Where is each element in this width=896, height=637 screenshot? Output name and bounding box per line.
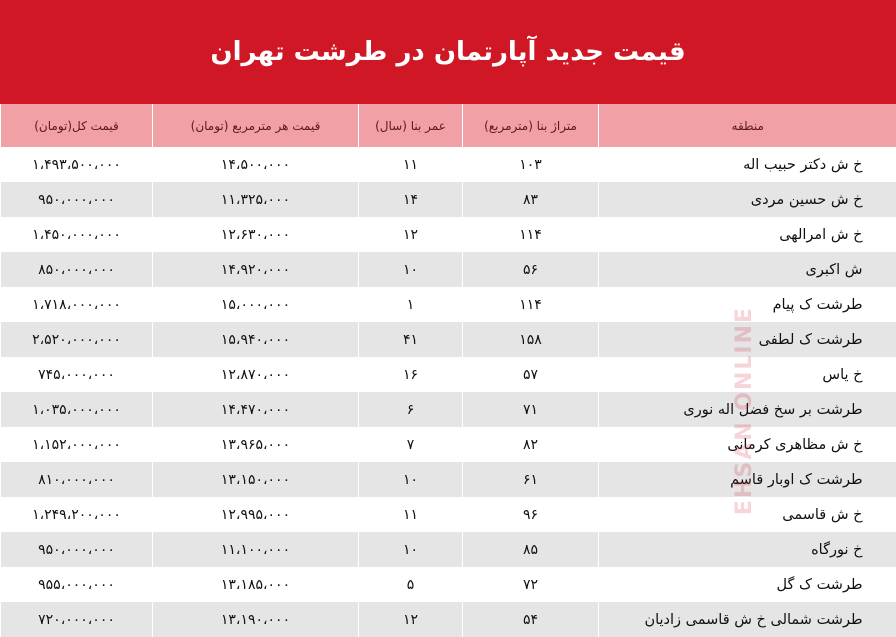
cell-age: ۱۰ xyxy=(359,532,463,567)
cell-area: خ یاس xyxy=(599,357,896,392)
cell-size: ۹۶ xyxy=(463,497,599,532)
table-row xyxy=(1,462,896,497)
cell-size: ۶۱ xyxy=(463,462,599,497)
table-row xyxy=(1,322,896,357)
cell-age: ۴۱ xyxy=(359,322,463,357)
cell-price-per-meter: ۱۴،۵۰۰،۰۰۰ xyxy=(153,147,359,182)
cell-size: ۱۰۳ xyxy=(463,147,599,182)
table-header-row xyxy=(1,104,896,147)
table-row xyxy=(1,252,896,287)
cell-price-per-meter: ۱۳،۱۹۰،۰۰۰ xyxy=(153,602,359,637)
header-area: منطقه xyxy=(599,104,896,147)
cell-price-per-meter: ۱۵،۰۰۰،۰۰۰ xyxy=(153,287,359,322)
table-row xyxy=(1,217,896,252)
cell-price-per-meter: ۱۱،۱۰۰،۰۰۰ xyxy=(153,532,359,567)
cell-total-price: ۱،۲۴۹،۲۰۰،۰۰۰ xyxy=(1,497,153,532)
cell-area: خ نورگاه xyxy=(599,532,896,567)
table-body xyxy=(1,147,896,637)
cell-total-price: ۲،۵۲۰،۰۰۰،۰۰۰ xyxy=(1,322,153,357)
cell-area: طرشت بر سخ فضل اله نوری xyxy=(599,392,896,427)
cell-size: ۸۳ xyxy=(463,182,599,217)
table-row xyxy=(1,287,896,322)
table-row xyxy=(1,182,896,217)
cell-area: خ ش دکتر حبیب اله xyxy=(599,147,896,182)
table-row xyxy=(1,357,896,392)
cell-age: ۱۱ xyxy=(359,497,463,532)
cell-total-price: ۱،۱۵۲،۰۰۰،۰۰۰ xyxy=(1,427,153,462)
cell-total-price: ۷۴۵،۰۰۰،۰۰۰ xyxy=(1,357,153,392)
cell-total-price: ۸۵۰،۰۰۰،۰۰۰ xyxy=(1,252,153,287)
table-row xyxy=(1,427,896,462)
cell-price-per-meter: ۱۲،۸۷۰،۰۰۰ xyxy=(153,357,359,392)
cell-size: ۷۲ xyxy=(463,567,599,602)
cell-area: طرشت ک لطفی xyxy=(599,322,896,357)
cell-area: خ ش حسین مردی xyxy=(599,182,896,217)
cell-size: ۱۵۸ xyxy=(463,322,599,357)
table-row xyxy=(1,147,896,182)
cell-size: ۷۱ xyxy=(463,392,599,427)
cell-price-per-meter: ۱۳،۱۵۰،۰۰۰ xyxy=(153,462,359,497)
cell-age: ۱۰ xyxy=(359,462,463,497)
title-bar xyxy=(0,0,896,104)
table-row xyxy=(1,497,896,532)
cell-area: طرشت ک اوبار قاسم xyxy=(599,462,896,497)
cell-price-per-meter: ۱۳،۱۸۵،۰۰۰ xyxy=(153,567,359,602)
cell-age: ۱ xyxy=(359,287,463,322)
cell-price-per-meter: ۱۴،۹۲۰،۰۰۰ xyxy=(153,252,359,287)
page-title: قیمت جدید آپارتمان در طرشت تهران xyxy=(210,37,685,67)
cell-age: ۵ xyxy=(359,567,463,602)
cell-age: ۱۰ xyxy=(359,252,463,287)
cell-price-per-meter: ۱۱،۳۲۵،۰۰۰ xyxy=(153,182,359,217)
cell-area: خ ش قاسمی xyxy=(599,497,896,532)
cell-price-per-meter: ۱۳،۹۶۵،۰۰۰ xyxy=(153,427,359,462)
cell-age: ۱۲ xyxy=(359,217,463,252)
cell-age: ۱۴ xyxy=(359,182,463,217)
cell-price-per-meter: ۱۲،۹۹۵،۰۰۰ xyxy=(153,497,359,532)
cell-price-per-meter: ۱۴،۴۷۰،۰۰۰ xyxy=(153,392,359,427)
header-total-price: قیمت کل(تومان) xyxy=(1,104,153,147)
cell-age: ۱۶ xyxy=(359,357,463,392)
cell-size: ۵۷ xyxy=(463,357,599,392)
cell-age: ۷ xyxy=(359,427,463,462)
header-size: متراژ بنا (مترمربع) xyxy=(463,104,599,147)
cell-total-price: ۹۵۰،۰۰۰،۰۰۰ xyxy=(1,182,153,217)
cell-total-price: ۷۲۰،۰۰۰،۰۰۰ xyxy=(1,602,153,637)
cell-area: طرشت شمالی خ ش قاسمی زادیان xyxy=(599,602,896,637)
cell-total-price: ۱،۴۹۳،۵۰۰،۰۰۰ xyxy=(1,147,153,182)
cell-age: ۶ xyxy=(359,392,463,427)
cell-area: طرشت ک پیام xyxy=(599,287,896,322)
cell-total-price: ۱،۰۳۵،۰۰۰،۰۰۰ xyxy=(1,392,153,427)
cell-total-price: ۹۵۵،۰۰۰،۰۰۰ xyxy=(1,567,153,602)
table-row xyxy=(1,602,896,637)
cell-total-price: ۹۵۰،۰۰۰،۰۰۰ xyxy=(1,532,153,567)
cell-size: ۱۱۴ xyxy=(463,287,599,322)
cell-size: ۱۱۴ xyxy=(463,217,599,252)
table-row xyxy=(1,532,896,567)
price-table xyxy=(0,104,896,637)
header-price-per-meter: قیمت هر مترمربع (تومان) xyxy=(153,104,359,147)
cell-price-per-meter: ۱۲،۶۳۰،۰۰۰ xyxy=(153,217,359,252)
cell-age: ۱۲ xyxy=(359,602,463,637)
cell-area: ش اکبری xyxy=(599,252,896,287)
cell-area: خ ش امرالهی xyxy=(599,217,896,252)
cell-size: ۵۴ xyxy=(463,602,599,637)
header-age: عمر بنا (سال) xyxy=(359,104,463,147)
table-row xyxy=(1,567,896,602)
cell-area: خ ش مظاهری کرمانی xyxy=(599,427,896,462)
cell-total-price: ۸۱۰،۰۰۰،۰۰۰ xyxy=(1,462,153,497)
cell-area: طرشت ک گل xyxy=(599,567,896,602)
cell-price-per-meter: ۱۵،۹۴۰،۰۰۰ xyxy=(153,322,359,357)
cell-total-price: ۱،۷۱۸،۰۰۰،۰۰۰ xyxy=(1,287,153,322)
cell-size: ۸۲ xyxy=(463,427,599,462)
cell-age: ۱۱ xyxy=(359,147,463,182)
cell-total-price: ۱،۴۵۰،۰۰۰،۰۰۰ xyxy=(1,217,153,252)
cell-size: ۵۶ xyxy=(463,252,599,287)
table-row xyxy=(1,392,896,427)
cell-size: ۸۵ xyxy=(463,532,599,567)
